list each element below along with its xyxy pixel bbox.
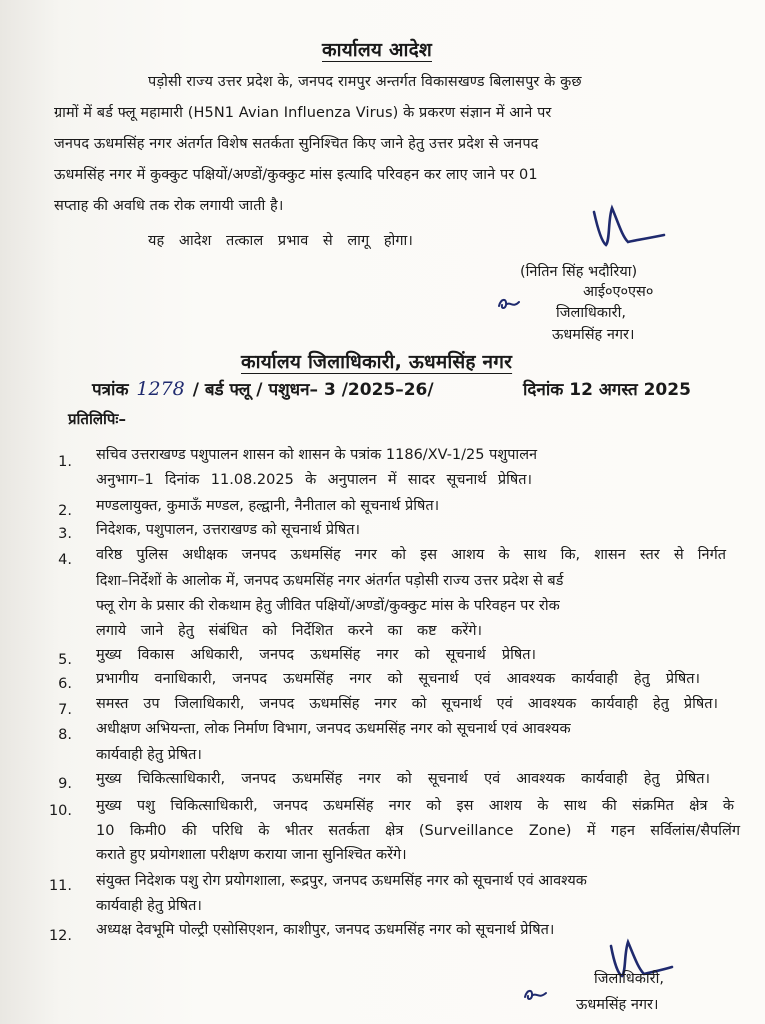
copy-item-number: 2.: [58, 503, 72, 519]
order-title: कार्यालय आदेश: [322, 39, 432, 61]
copy-item-line: अध्यक्ष देवभूमि पोल्ट्री एसोसिएशन, काशीपुर, जनपद ऊधमसिंह नगर को सूचनार्थ प्रेषित।: [96, 922, 555, 938]
signatory-service: आई०ए०एस०: [583, 284, 654, 300]
copy-item-line: फ्लू रोग के प्रसार की रोकथाम हेतु जीवित पक्षियों/अण्डों/कुक्कुट मांस के परिवहन पर रोक: [96, 598, 560, 614]
copy-item-line: प्रभागीय वनाधिकारी, जनपद ऊधमसिंह नगर को सूचनार्थ एवं आवश्यक कार्यवाही हेतु प्रेषित।: [96, 671, 700, 687]
copy-item-line: 10 किमी0 की परिधि के भीतर सतर्कता क्षेत्र (Surveillance Zone) में गहन सर्विलांस/सैपलिंग: [96, 823, 740, 839]
reference-line: [92, 377, 434, 400]
copy-item-number: 5.: [58, 652, 72, 668]
ref-rest: / बर्ड फ्लू / पशुधन– 3 /2025–26/: [192, 380, 434, 400]
copy-item-number: 1.: [58, 454, 72, 470]
copy-item-number: 8.: [58, 727, 72, 743]
initial-mark: [522, 986, 548, 1006]
copy-item-number: 6.: [58, 676, 72, 692]
copy-item-line: लगाये जाने हेतु संबंधित को निर्देशित करने का कष्ट करेंगे।: [96, 623, 482, 639]
copy-item-line: कराते हुए प्रयोगशाला परीक्षण कराया जाना सुनिश्चित करेंगे।: [96, 847, 407, 863]
copy-item-line: कार्यवाही हेतु प्रेषित।: [96, 898, 202, 914]
copy-item-line: सचिव उत्तराखण्ड पशुपालन शासन को शासन के पत्रांक 1186/XV-1/25 पशुपालन: [96, 447, 538, 463]
signature-scribble: [588, 200, 668, 260]
order-line-4: ऊधमसिंह नगर में कुक्कुट पक्षियों/अण्डों/कुक्कुट मांस इत्यादि परिवहन कर लाए जाने पर 01: [54, 167, 538, 183]
copy-item-line: निदेशक, पशुपालन, उत्तराखण्ड को सूचनार्थ प्रेषित।: [96, 522, 361, 538]
copy-item-line: कार्यवाही हेतु प्रेषित।: [96, 747, 202, 763]
order-line-5: सप्ताह की अवधि तक रोक लगायी जाती है।: [54, 198, 284, 214]
ref-number-handwritten: 1278: [136, 378, 185, 400]
copy-heading: प्रतिलिपिः–: [68, 410, 126, 428]
copy-item-number: 11.: [48, 878, 72, 894]
signatory-designation: जिलाधिकारी,: [556, 305, 626, 321]
copy-item-line: वरिष्ठ पुलिस अधीक्षक जनपद ऊधमसिंह नगर को इस आशय के साथ कि, शासन स्तर से निर्गत: [96, 547, 726, 563]
date-line: दिनांक 12 अगस्त 2025: [523, 380, 691, 400]
office-heading: कार्यालय जिलाधिकारी, ऊधमसिंह नगर: [241, 351, 513, 373]
copy-item-line: अनुभाग–1 दिनांक 11.08.2025 के अनुपालन में सादर सूचनार्थ प्रेषित।: [96, 472, 532, 488]
copy-item-number: 9.: [58, 776, 72, 792]
ref-prefix: पत्रांक: [92, 380, 129, 400]
order-line-3: जनपद ऊधमसिंह नगर अंतर्गत विशेष सतर्कता सुनिश्चित किए जाने हेतु उत्तर प्रदेश से जनपद: [54, 136, 539, 152]
order-line-1: पड़ोसी राज्य उत्तर प्रदेश के, जनपद रामपुर अन्तर्गत विकासखण्ड बिलासपुर के कुछ: [148, 74, 582, 90]
copy-item-line: मुख्य विकास अधिकारी, जनपद ऊधमसिंह नगर को सूचनार्थ प्रेषित।: [96, 647, 536, 663]
signatory-name: (नितिन सिंह भदौरिया): [520, 264, 638, 280]
copy-item-number: 10.: [48, 803, 72, 819]
copy-item-line: संयुक्त निदेशक पशु रोग प्रयोगशाला, रूद्रपुर, जनपद ऊधमसिंह नगर को सूचनार्थ एवं आवश्यक: [96, 873, 587, 889]
signatory-district: ऊधमसिंह नगर।: [552, 327, 635, 343]
footer-designation: जिलाधिकारी,: [594, 971, 664, 987]
order-line-2: ग्रामों में बर्ड फ्लू महामारी (H5N1 Avian Influenza Virus) के प्रकरण संज्ञान में आने पर: [54, 105, 552, 121]
copy-item-line: दिशा–निर्देशों के आलोक में, जनपद ऊधमसिंह नगर अंतर्गत पड़ोसी राज्य उत्तर प्रदेश से बर्ड: [96, 573, 564, 589]
copy-item-line: मुख्य पशु चिकित्साधिकारी, जनपद ऊधमसिंह नगर को इस आशय के साथ की संक्रमित क्षेत्र के: [96, 798, 734, 814]
copy-item-line: अधीक्षण अभियन्ता, लोक निर्माण विभाग, जनपद ऊधमसिंह नगर को सूचनार्थ एवं आवश्यक: [96, 721, 571, 737]
order-effect-line: यह आदेश तत्काल प्रभाव से लागू होगा।: [148, 233, 413, 249]
copy-item-number: 4.: [58, 552, 72, 568]
copy-item-line: मण्डलायुक्त, कुमाऊँ मण्डल, हल्द्वानी, नैनीताल को सूचनार्थ प्रेषित।: [96, 498, 440, 514]
initial-mark: [497, 296, 521, 314]
copy-item-number: 3.: [58, 526, 72, 542]
footer-district: ऊधमसिंह नगर।: [576, 997, 659, 1013]
copy-item-number: 7.: [58, 702, 72, 718]
copy-item-line: मुख्य चिकित्साधिकारी, जनपद ऊधमसिंह नगर को सूचनार्थ एवं आवश्यक कार्यवाही हेतु प्रेषित।: [96, 771, 710, 787]
copy-item-number: 12.: [48, 928, 72, 944]
copy-item-line: समस्त उप जिलाधिकारी, जनपद ऊधमसिंह नगर को सूचनार्थ एवं आवश्यक कार्यवाही हेतु प्रेषित।: [96, 696, 718, 712]
